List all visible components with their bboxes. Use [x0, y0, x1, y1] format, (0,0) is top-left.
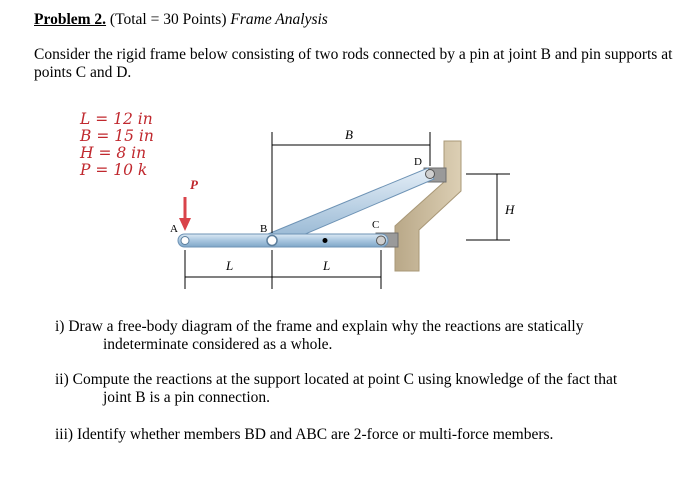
rod-ABC	[178, 234, 388, 247]
question-1-line2: indeterminate considered as a whole.	[103, 336, 333, 353]
question-2-line2: joint B is a pin connection.	[103, 389, 271, 406]
problem-number: Problem 2.	[34, 11, 107, 28]
question-3-number: iii)	[55, 426, 74, 443]
problem-topic: Frame Analysis	[230, 11, 328, 28]
label-dim-H: H	[505, 202, 515, 217]
load-arrow-head	[179, 218, 191, 231]
pin-B	[267, 236, 277, 246]
question-1-line1: Draw a free-body diagram of the frame and explain why the reactions are statically	[68, 318, 584, 335]
param-P: P = 10 k	[80, 161, 148, 179]
param-B: B = 15 in	[80, 127, 154, 145]
question-1-number: i)	[55, 318, 65, 335]
label-P: P	[190, 177, 198, 192]
question-3	[55, 426, 675, 444]
question-1	[55, 318, 675, 354]
param-H: H = 8 in	[80, 144, 147, 162]
label-dim-L1: L	[226, 258, 234, 273]
label-D: D	[414, 156, 422, 168]
param-L: L = 12 in	[80, 110, 153, 128]
question-2-line1: Compute the reactions at the support located at point C using knowledge of the fact that	[72, 371, 618, 388]
label-dim-L2: L	[323, 258, 331, 273]
label-C: C	[372, 219, 380, 231]
center-dot	[323, 238, 328, 243]
pin-C	[377, 236, 386, 245]
problem-intro: Consider the rigid frame below consisting of two rods connected by a pin at joint B and pin supports at points C and D.	[34, 46, 673, 81]
support-wall	[395, 141, 461, 271]
question-2	[55, 371, 675, 407]
question-3-line1: Identify whether members BD and ABC are 2-force or multi-force members.	[76, 426, 554, 443]
problem-total: (Total = 30 Points)	[109, 11, 227, 28]
pin-A	[181, 237, 189, 245]
pin-D	[426, 170, 435, 179]
label-B: B	[260, 223, 268, 235]
label-A: A	[170, 223, 178, 235]
label-dim-B: B	[345, 127, 353, 142]
question-2-number: ii)	[55, 371, 69, 388]
